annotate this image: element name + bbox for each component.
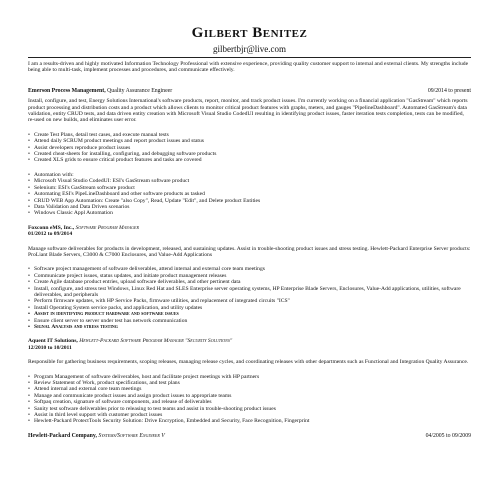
- list-item: • Microsoft Visual Studio CodedUI: ESI's GasStream software product: [28, 178, 471, 184]
- job-dates: 12/2010 to 10/2011: [28, 344, 72, 351]
- list-item: • Automating ESI's PipeLineDashboard and other software products as tasked: [28, 191, 471, 197]
- list-item: • Signal Analysis and stress testing: [28, 324, 471, 330]
- resume-email: gilbertbjr@live.com: [212, 44, 287, 54]
- list-item: • Create Agile database product entries, upload software deliverables, and other pertinent data: [28, 279, 471, 285]
- list-item: • Assist developers reproduce product issues: [28, 145, 471, 151]
- job-dates: 09/2014 to present: [427, 87, 471, 94]
- list-item: • Hewlett-Packard ProtectTools Security Solution: Drive Encryption, Embedded and Security, Face Recognition, Fingerprint: [28, 418, 471, 424]
- job-description: Responsible for gathering business requirements, scoping releases, managing release cycles, and coordinating releases with other departments such as Functional and Integration Quality Assurance.: [28, 359, 469, 366]
- list-item: • Data Validation and Data Driven scenarios: [28, 204, 471, 210]
- list-item: • Softpaq creation, signature of software components, and release of deliverables: [28, 399, 471, 405]
- job-description: Install, configure, and test, Energy Solutions International's software products, report, monitor, and track product issues. I'm currently working on a financial application "GasStream" which reports product processing and distribution costs and a product which allows clients to monitor critical product features with graphs, meters, and gauges "PipelineDashboard". Automated GasStream's data validation, entity CRUD tests, and data driven entity creation with Microsoft Visual Studio CodedUI resulting in identifying product issues, faster iteration tests completion, tests can be modified, re-used on new builds, and eliminates user error.: [28, 98, 468, 124]
- list-item: • Software project management of software deliverables, attend internal and external core team meetings: [28, 266, 471, 272]
- job-description: Manage software deliverables for products in development, released, and sustaining updates. Assist in trouble-shooting product issues and stress testing. Hewlett-Packard Enterprise Server products: ProLiant Blade Servers, C3000 & C7000 Enclosures, and Value-Add Applications: [28, 245, 471, 258]
- job-header-hp: [28, 433, 471, 439]
- job-title: Quality Assurance Engineer: [107, 87, 173, 94]
- list-item: • Communicate project issues, status updates, and initiate product management releases: [28, 273, 471, 279]
- job-company: Emerson Process Management,: [28, 87, 106, 94]
- summary-paragraph: I am a results-driven and highly motivated Information Technology Professional with extensive experience, providing quality customer support to internal and external clients. My strengths include being able to multi-task, implement processes and procedures, and communicate effectively.: [28, 61, 469, 74]
- job-company: Hewlett-Packard Company,: [28, 432, 97, 439]
- job-title: Software Program Manager: [75, 224, 139, 231]
- list-item: • Assist in identifying product hardware and software issues: [28, 311, 471, 317]
- list-item: • Attend internal and external core team meetings: [28, 386, 471, 392]
- job-company: Aquent IT Solutions,: [28, 338, 78, 345]
- list-item: • CRUD WEB App Automation: Create "also Copy", Read, Update "Edit", and Delete product Entities: [28, 198, 471, 204]
- automation-list: [28, 172, 471, 217]
- list-item: • Create Test Plans, detail test cases, and execute manual tests: [28, 132, 471, 138]
- job-title: Hewlett-Packard Software Program Manager "Security Solutions": [79, 338, 233, 345]
- list-item: • Attend daily SCRUM product meetings and report product issues and status: [28, 138, 471, 144]
- list-item: • Install Operating System service packs, and application, and utility updates: [28, 305, 471, 311]
- list-item: • Windows Classic Appl Automation: [28, 210, 471, 216]
- header-rule: [28, 57, 471, 58]
- list-item: • Assist in third level support with customer product issues: [28, 412, 471, 418]
- list-item: • Install, configure, and stress test Windows, Linux Red Hat and SLES Enterprise server operating systems, HP Enterprise Blade Servers, Enclosures, Value-Add applications, utilities, software deliverables, and peripherals: [28, 286, 471, 299]
- job-company-title: [28, 88, 172, 94]
- job-company-title: [28, 433, 165, 439]
- job-bullet-list: [28, 374, 471, 425]
- job-company: Foxconn eMS, Inc.,: [28, 224, 75, 231]
- resume-name: Gilbert Benitez: [191, 25, 308, 41]
- list-item: • Automation with:: [28, 172, 471, 178]
- list-item: • Ensure client server to server under test has network communication: [28, 318, 471, 324]
- job-dates: 04/2005 to 09/2009: [425, 432, 471, 439]
- job-title: Systems/Software Engineer V: [98, 432, 165, 439]
- list-item: • Created cheat-sheets for installing, configuring, and debugging software products: [28, 151, 471, 157]
- list-item: • Selenium: ESI's GasStream software product: [28, 185, 471, 191]
- job-bullet-list: [28, 266, 471, 330]
- list-item: • Program Management of software deliverables, host and facilitate project meetings with HP partners: [28, 374, 471, 380]
- list-item: • Sanity test software deliverables prior to releasing to test teams and assist in trouble-shooting product issues: [28, 406, 471, 412]
- list-item: • Perform firmware updates, with HP Service Packs, firmware utilities, and replacement of integrated circuits "ICS": [28, 298, 471, 304]
- job-dates: 01/2012 to 09/2014: [28, 231, 73, 238]
- job-bullet-list: [28, 132, 471, 164]
- list-item: • Created XLS grids to ensure critical product features and tasks are covered: [28, 157, 471, 163]
- list-item: • Review Statement of Work, product specifications, and test plans: [28, 380, 471, 386]
- list-item: • Manage and communicate product issues and assign product issues to appropriate teams: [28, 393, 471, 399]
